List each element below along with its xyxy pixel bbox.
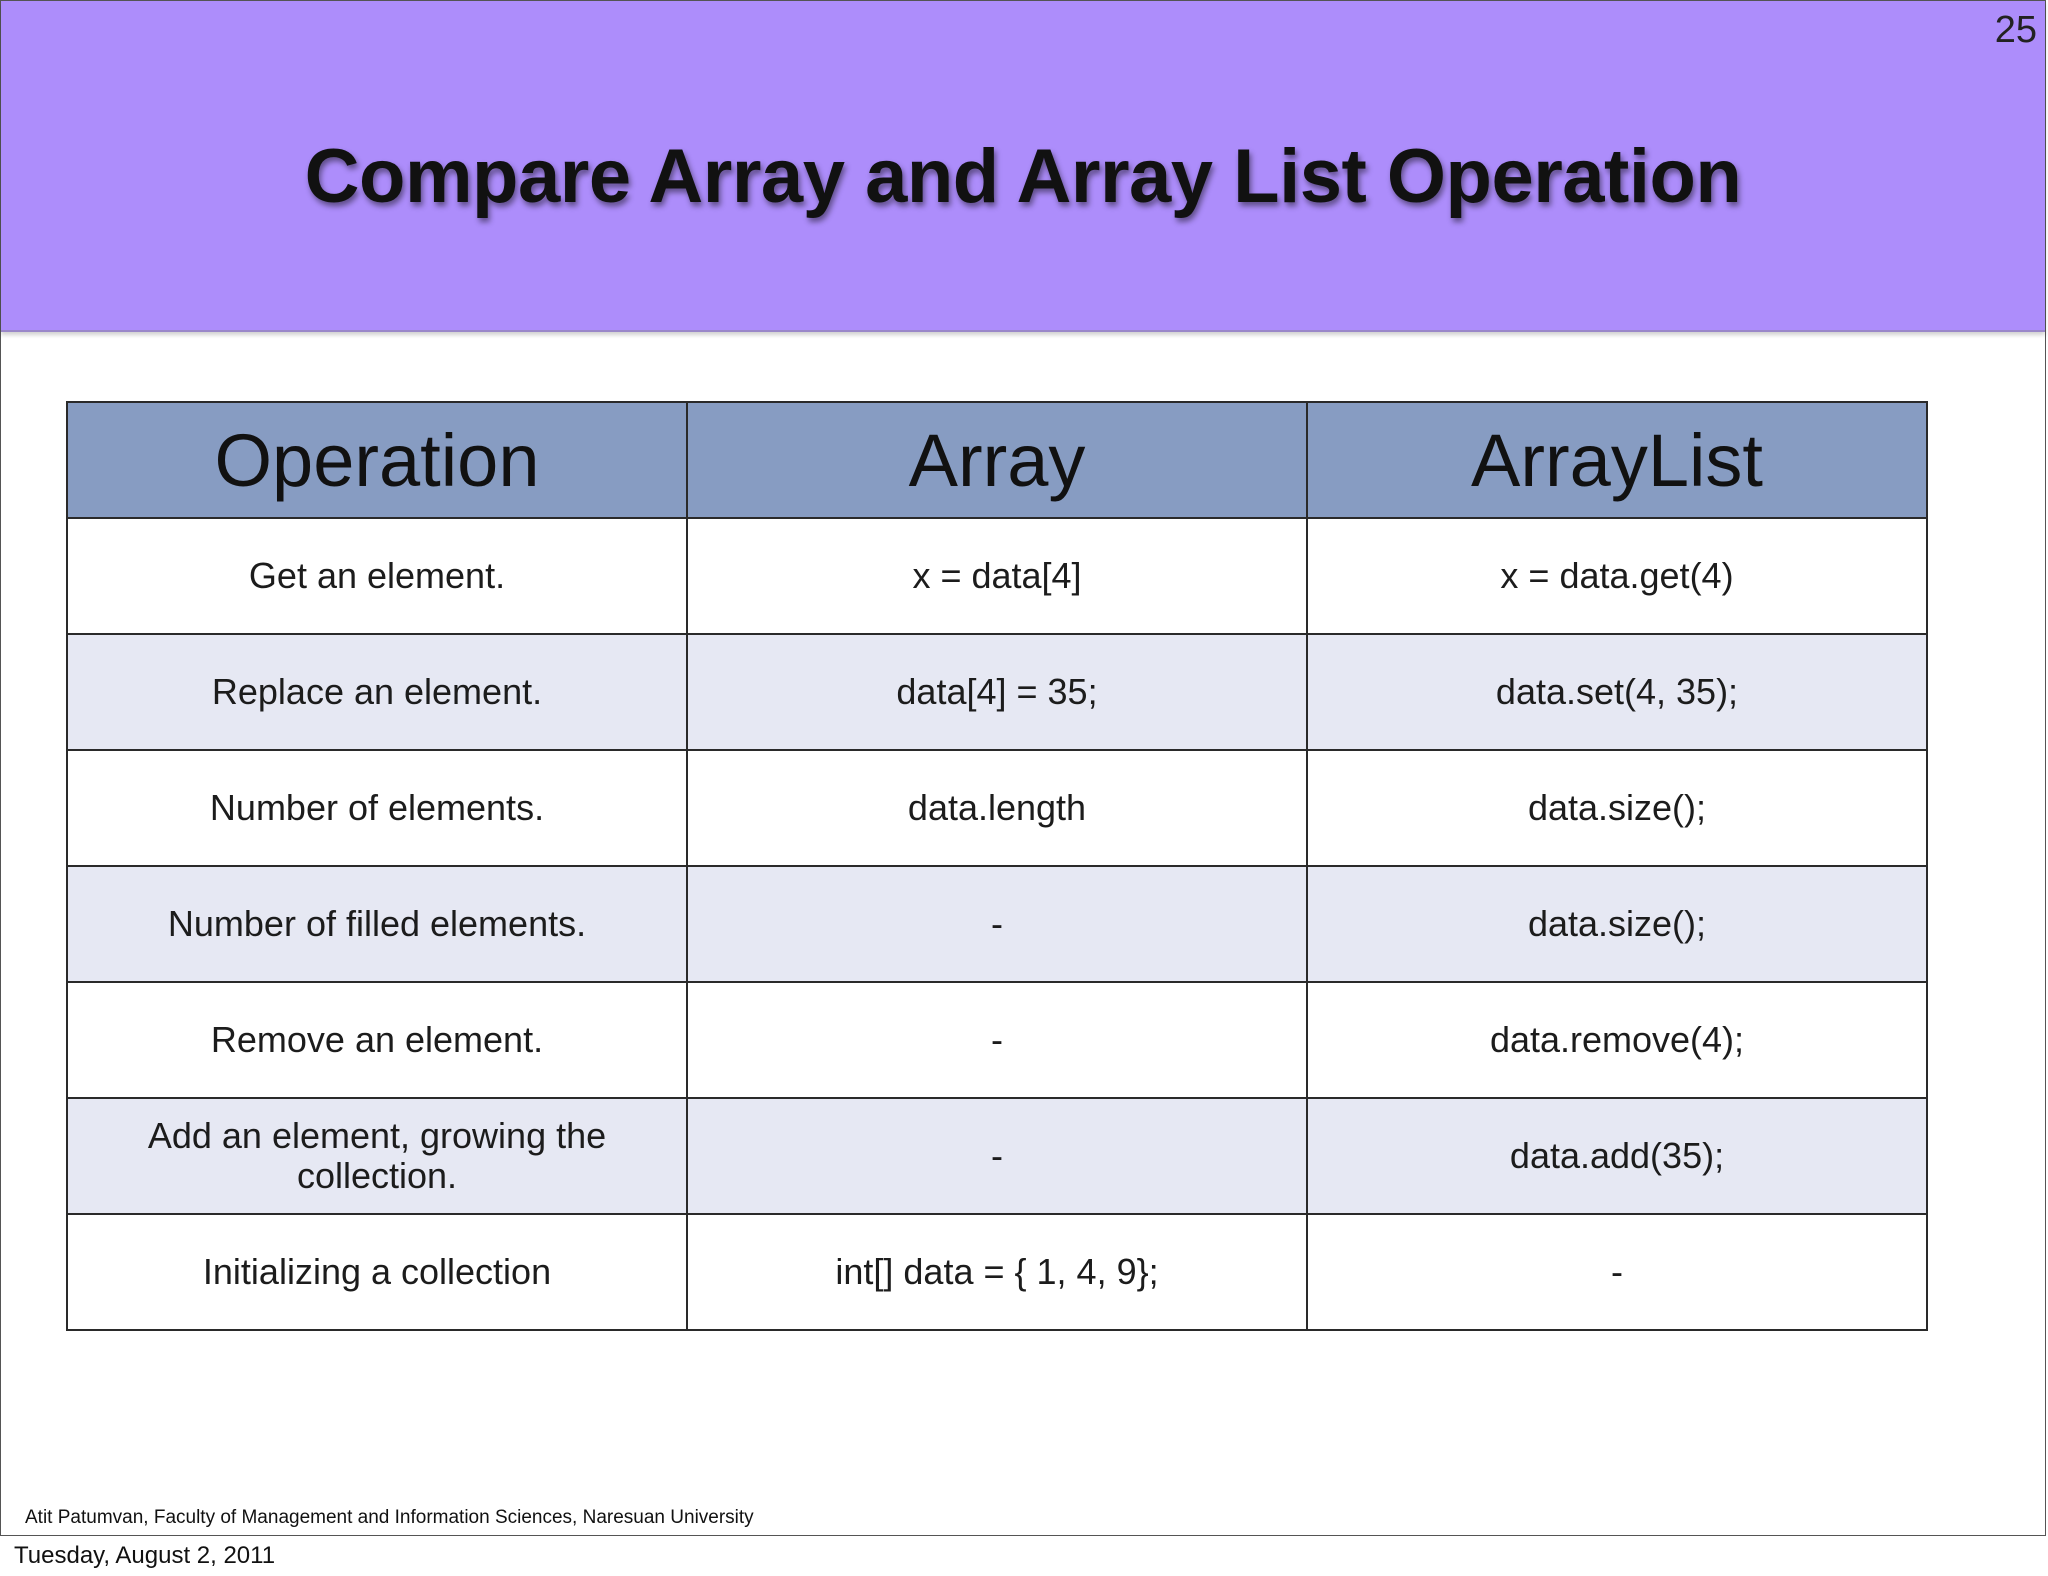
- operation-cell: Add an element, growing the collection.: [67, 1098, 687, 1214]
- column-header-arraylist: ArrayList: [1307, 402, 1927, 518]
- operation-cell: Initializing a collection: [67, 1214, 687, 1330]
- table-row: [67, 866, 1927, 982]
- table-row: [67, 750, 1927, 866]
- arraylist-cell: x = data.get(4): [1307, 518, 1927, 634]
- arraylist-cell: data.size();: [1307, 750, 1927, 866]
- array-cell: -: [687, 866, 1307, 982]
- slide-number: 25: [1994, 9, 2037, 51]
- operation-cell: Replace an element.: [67, 634, 687, 750]
- table-row: [67, 1098, 1927, 1214]
- operation-cell: Number of filled elements.: [67, 866, 687, 982]
- comparison-table: [66, 401, 1928, 1331]
- footer-date: Tuesday, August 2, 2011: [14, 1542, 276, 1569]
- arraylist-cell: -: [1307, 1214, 1927, 1330]
- column-header-operation: Operation: [67, 402, 687, 518]
- operation-cell: Remove an element.: [67, 982, 687, 1098]
- table-row: [67, 982, 1927, 1098]
- table-row: [67, 518, 1927, 634]
- array-cell: -: [687, 1098, 1307, 1214]
- table-row: [67, 634, 1927, 750]
- slide-title: Compare Array and Array List Operation: [304, 134, 1742, 219]
- arraylist-cell: data.remove(4);: [1307, 982, 1927, 1098]
- table-row: [67, 1214, 1927, 1330]
- footer-credit: Atit Patumvan, Faculty of Management and Information Sciences, Naresuan University: [25, 1507, 754, 1528]
- table-header-row: [67, 402, 1927, 518]
- operation-cell: Get an element.: [67, 518, 687, 634]
- array-cell: data.length: [687, 750, 1307, 866]
- operation-cell: Number of elements.: [67, 750, 687, 866]
- column-header-array: Array: [687, 402, 1307, 518]
- array-cell: int[] data = { 1, 4, 9};: [687, 1214, 1307, 1330]
- arraylist-cell: data.add(35);: [1307, 1098, 1927, 1214]
- array-cell: -: [687, 982, 1307, 1098]
- array-cell: x = data[4]: [687, 518, 1307, 634]
- title-band: [1, 1, 2045, 332]
- array-cell: data[4] = 35;: [687, 634, 1307, 750]
- arraylist-cell: data.size();: [1307, 866, 1927, 982]
- arraylist-cell: data.set(4, 35);: [1307, 634, 1927, 750]
